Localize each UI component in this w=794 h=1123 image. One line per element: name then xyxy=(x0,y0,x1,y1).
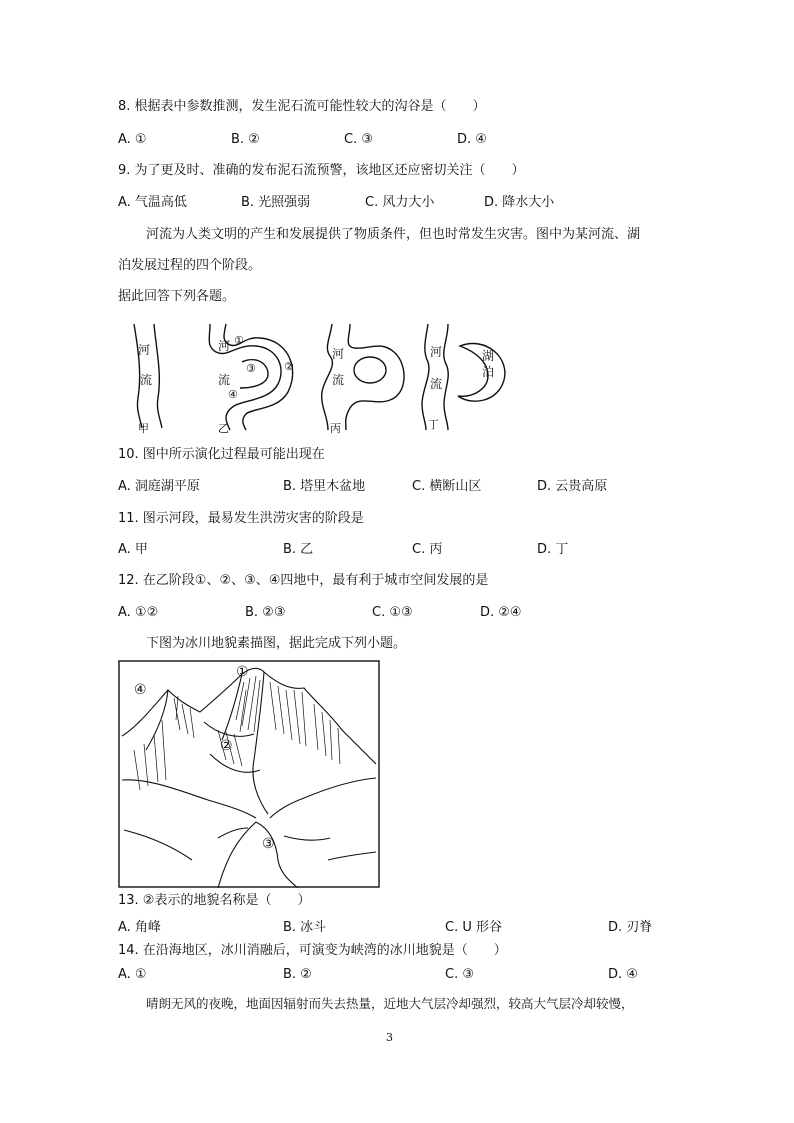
q9-option-b: B. 光照强弱 xyxy=(241,195,311,210)
glacier-marker-1: ① xyxy=(236,664,249,680)
label-jia: 甲 xyxy=(138,422,149,434)
yi-marker-1: ① xyxy=(234,334,244,347)
passage-last: 晴朗无风的夜晚，地面因辐射而失去热量，近地大气层冷却强烈，较高大气层冷却较慢， xyxy=(146,996,634,1011)
q8-option-b: B. ② xyxy=(231,132,260,147)
q14-option-c: C. ③ xyxy=(445,967,474,982)
q9-option-d: D. 降水大小 xyxy=(484,195,555,210)
jia-river-char2: 流 xyxy=(140,373,153,387)
river-evolution-figure xyxy=(118,318,508,434)
q11-option-d: D. 丁 xyxy=(537,542,569,557)
glacier-marker-3: ③ xyxy=(262,836,275,852)
page-number: 3 xyxy=(386,1031,393,1044)
q14-option-d: D. ④ xyxy=(608,967,638,982)
ding-river-char2: 流 xyxy=(430,377,443,391)
passage-river-line2: 泊发展过程的四个阶段。 xyxy=(118,258,262,273)
glacier-landform-sketch xyxy=(118,660,380,888)
q13-option-c: C. U 形谷 xyxy=(445,920,502,935)
glacier-marker-4: ④ xyxy=(134,682,147,698)
q14-stem: 14. 在沿海地区，冰川消融后，可演变为峡湾的冰川地貌是（ ） xyxy=(118,943,507,958)
bing-river-char1: 河 xyxy=(332,347,345,361)
q12-option-d: D. ②④ xyxy=(480,605,522,620)
q8-option-a: A. ① xyxy=(118,132,147,147)
yi-marker-3: ③ xyxy=(246,362,256,375)
ding-river-char1: 河 xyxy=(430,345,443,359)
q10-option-a: A. 洞庭湖平原 xyxy=(118,479,200,494)
yi-river-char2: 流 xyxy=(218,373,231,387)
glacier-marker-2: ② xyxy=(220,738,233,754)
q10-stem: 10. 图中所示演化过程最可能出现在 xyxy=(118,447,325,462)
q12-stem: 12. 在乙阶段①、②、③、④四地中，最有利于城市空间发展的是 xyxy=(118,573,489,588)
q14-option-b: B. ② xyxy=(283,967,312,982)
label-bing: 丙 xyxy=(330,422,341,434)
q10-option-d: D. 云贵高原 xyxy=(537,479,608,494)
q11-option-c: C. 丙 xyxy=(412,542,443,557)
yi-river-char1: 河 xyxy=(218,339,231,353)
passage-glacier: 下图为冰川地貌素描图，据此完成下列小题。 xyxy=(146,636,407,651)
passage-river-line3: 据此回答下列各题。 xyxy=(118,289,236,304)
q9-option-a: A. 气温高低 xyxy=(118,195,187,210)
q10-option-c: C. 横断山区 xyxy=(412,479,482,494)
yi-marker-2: ② xyxy=(284,360,294,373)
passage-river-line1: 河流为人类文明的产生和发展提供了物质条件，但也时常发生灾害。图中为某河流、湖 xyxy=(146,227,641,242)
q11-option-b: B. 乙 xyxy=(283,542,314,557)
q13-option-b: B. 冰斗 xyxy=(283,920,327,935)
q8-option-d: D. ④ xyxy=(457,132,487,147)
q12-option-a: A. ①② xyxy=(118,605,159,620)
q10-option-b: B. 塔里木盆地 xyxy=(283,479,366,494)
q11-option-a: A. 甲 xyxy=(118,542,148,557)
q9-stem: 9. 为了更及时、准确的发布泥石流预警，该地区还应密切关注（ ） xyxy=(118,163,525,178)
q13-stem: 13. ②表示的地貌名称是（ ） xyxy=(118,893,311,908)
jia-river-char1: 河 xyxy=(138,343,151,357)
q13-option-a: A. 角峰 xyxy=(118,920,161,935)
bing-river-char2: 流 xyxy=(332,373,345,387)
ding-lake-char1: 湖 xyxy=(482,349,495,363)
yi-marker-4: ④ xyxy=(228,388,238,401)
q13-option-d: D. 刃脊 xyxy=(608,920,653,935)
label-yi: 乙 xyxy=(218,422,229,434)
label-ding: 丁 xyxy=(428,418,439,431)
q14-option-a: A. ① xyxy=(118,967,147,982)
ding-lake-char2: 泊 xyxy=(482,365,495,379)
q8-stem: 8. 根据表中参数推测，发生泥石流可能性较大的沟谷是（ ） xyxy=(118,99,486,114)
q12-option-c: C. ①③ xyxy=(372,605,413,620)
q9-option-c: C. 风力大小 xyxy=(365,195,435,210)
q11-stem: 11. 图示河段，最易发生洪涝灾害的阶段是 xyxy=(118,511,364,526)
q8-option-c: C. ③ xyxy=(344,132,373,147)
q12-option-b: B. ②③ xyxy=(245,605,286,620)
